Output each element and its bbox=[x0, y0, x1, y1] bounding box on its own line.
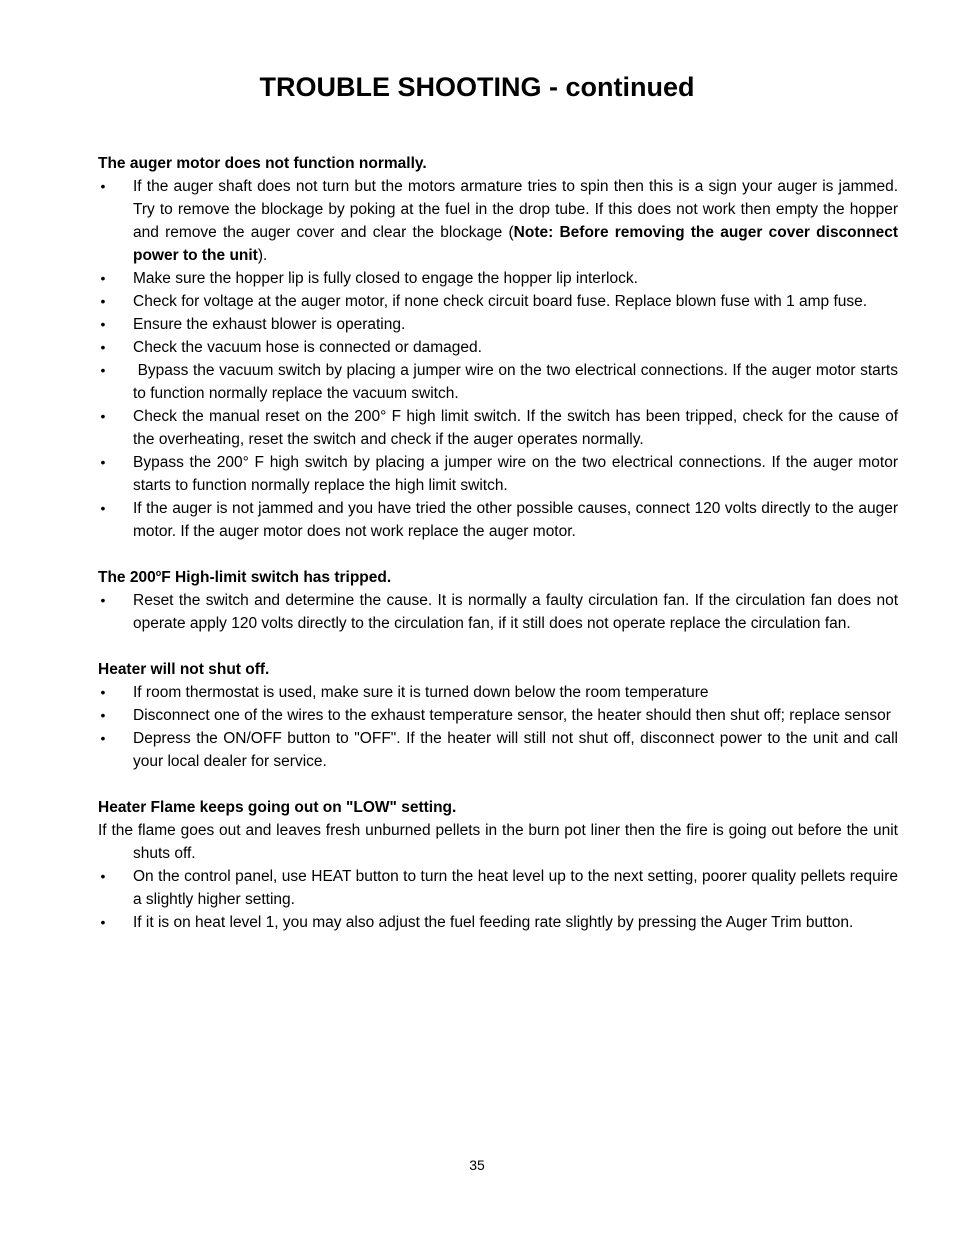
section-flame-going-out bbox=[98, 796, 898, 934]
section-heading: Heater will not shut off. bbox=[98, 661, 270, 678]
section-heading: Heater Flame keeps going out on "LOW" setting. bbox=[98, 799, 457, 816]
bullet-icon: • bbox=[100, 293, 106, 309]
degree-superscript: o bbox=[155, 568, 162, 578]
list-item bbox=[98, 681, 898, 704]
list-item bbox=[98, 497, 898, 543]
list-item bbox=[98, 704, 898, 727]
list-item-text-end: ). bbox=[257, 247, 268, 264]
list-item-text: Make sure the hopper lip is fully closed to engage the hopper lip interlock. bbox=[133, 270, 638, 287]
section-auger-motor bbox=[98, 152, 903, 543]
bullet-list bbox=[98, 681, 898, 773]
list-item bbox=[98, 336, 898, 359]
bullet-icon: • bbox=[100, 316, 106, 332]
list-item-text: Disconnect one of the wires to the exhaust temperature sensor, the heater should then shut off; replace sensor bbox=[133, 707, 891, 724]
bullet-icon: • bbox=[100, 500, 106, 516]
heading-text-start: The 200 bbox=[98, 569, 156, 586]
bullet-icon: • bbox=[100, 454, 106, 470]
section-intro: If the flame goes out and leaves fresh unburned pellets in the burn pot liner then the fire is going out before the unit shuts off. bbox=[98, 822, 898, 862]
page-title: TROUBLE SHOOTING - continued bbox=[259, 72, 695, 102]
list-item-text: Bypass the 200° F high switch by placing a jumper wire on the two electrical connections. If the auger motor starts to function normally replace the high limit switch. bbox=[133, 454, 898, 494]
list-item bbox=[98, 589, 898, 635]
list-item-text: On the control panel, use HEAT button to turn the heat level up to the next setting, poorer quality pellets require a slightly higher setting. bbox=[133, 868, 898, 908]
list-item-text: Check for voltage at the auger motor, if none check circuit board fuse. Replace blown fuse with 1 amp fuse. bbox=[133, 293, 868, 310]
bullet-list bbox=[98, 589, 898, 635]
bullet-icon: • bbox=[100, 868, 106, 884]
list-item-text: Bypass the vacuum switch by placing a jumper wire on the two electrical connections. If the auger motor starts to function normally replace the vacuum switch. bbox=[133, 362, 903, 402]
list-item bbox=[98, 451, 898, 497]
list-item-text: Depress the ON/OFF button to "OFF". If the heater will still not shut off, disconnect power to the unit and call your local dealer for service. bbox=[133, 730, 898, 770]
list-item bbox=[98, 313, 898, 336]
document-body bbox=[98, 152, 903, 957]
bullet-icon: • bbox=[100, 408, 106, 424]
section-heading bbox=[98, 566, 898, 589]
bullet-icon: • bbox=[100, 592, 106, 608]
list-item bbox=[98, 175, 898, 267]
bullet-list bbox=[98, 175, 903, 543]
list-item-text: Check the vacuum hose is connected or damaged. bbox=[133, 339, 482, 356]
list-item bbox=[98, 865, 898, 911]
heading-text-end: F High-limit switch has tripped. bbox=[161, 569, 392, 586]
section-heading: The auger motor does not function normally. bbox=[98, 155, 427, 172]
bullet-icon: • bbox=[100, 684, 106, 700]
list-item-note: Note: Before removing the auger cover disconnect power to the unit bbox=[133, 224, 898, 264]
page-number: 35 bbox=[469, 1157, 485, 1173]
list-item bbox=[98, 267, 898, 290]
list-item bbox=[98, 727, 898, 773]
section-heater-not-shut-off bbox=[98, 658, 898, 773]
list-item-text: If the auger is not jammed and you have tried the other possible causes, connect 120 volts directly to the auger motor. If the auger motor does not work replace the auger motor. bbox=[133, 500, 898, 540]
list-item bbox=[98, 359, 903, 405]
list-item bbox=[98, 405, 898, 451]
list-item-text: Ensure the exhaust blower is operating. bbox=[133, 316, 406, 333]
list-item-text: If it is on heat level 1, you may also adjust the fuel feeding rate slightly by pressing the Auger Trim button. bbox=[133, 914, 854, 931]
list-item-text: Check the manual reset on the 200° F high limit switch. If the switch has been tripped, check for the cause of the overheating, reset the switch and check if the auger operates normally. bbox=[133, 408, 898, 448]
bullet-list bbox=[98, 865, 898, 934]
list-item-text: Reset the switch and determine the cause. It is normally a faulty circulation fan. If the circulation fan does not operate apply 120 volts directly to the circulation fan, if it still does not operate replace the circulation fan. bbox=[133, 592, 898, 632]
list-item-text: If the auger shaft does not turn but the motors armature tries to spin then this is a sign your auger is jammed. Try to remove the blockage by poking at the fuel in the drop tube. If this does not work then empty the hopper and remove the auger cover and clear the blockage ( bbox=[133, 178, 898, 241]
section-high-limit-switch bbox=[98, 566, 898, 635]
bullet-icon: • bbox=[100, 730, 106, 746]
bullet-icon: • bbox=[100, 707, 106, 723]
list-item-text: If room thermostat is used, make sure it is turned down below the room temperature bbox=[133, 684, 709, 701]
list-item bbox=[98, 290, 898, 313]
bullet-icon: • bbox=[100, 178, 106, 194]
list-item bbox=[98, 911, 898, 934]
bullet-icon: • bbox=[100, 914, 106, 930]
bullet-icon: • bbox=[100, 362, 106, 378]
bullet-icon: • bbox=[100, 339, 106, 355]
bullet-icon: • bbox=[100, 270, 106, 286]
